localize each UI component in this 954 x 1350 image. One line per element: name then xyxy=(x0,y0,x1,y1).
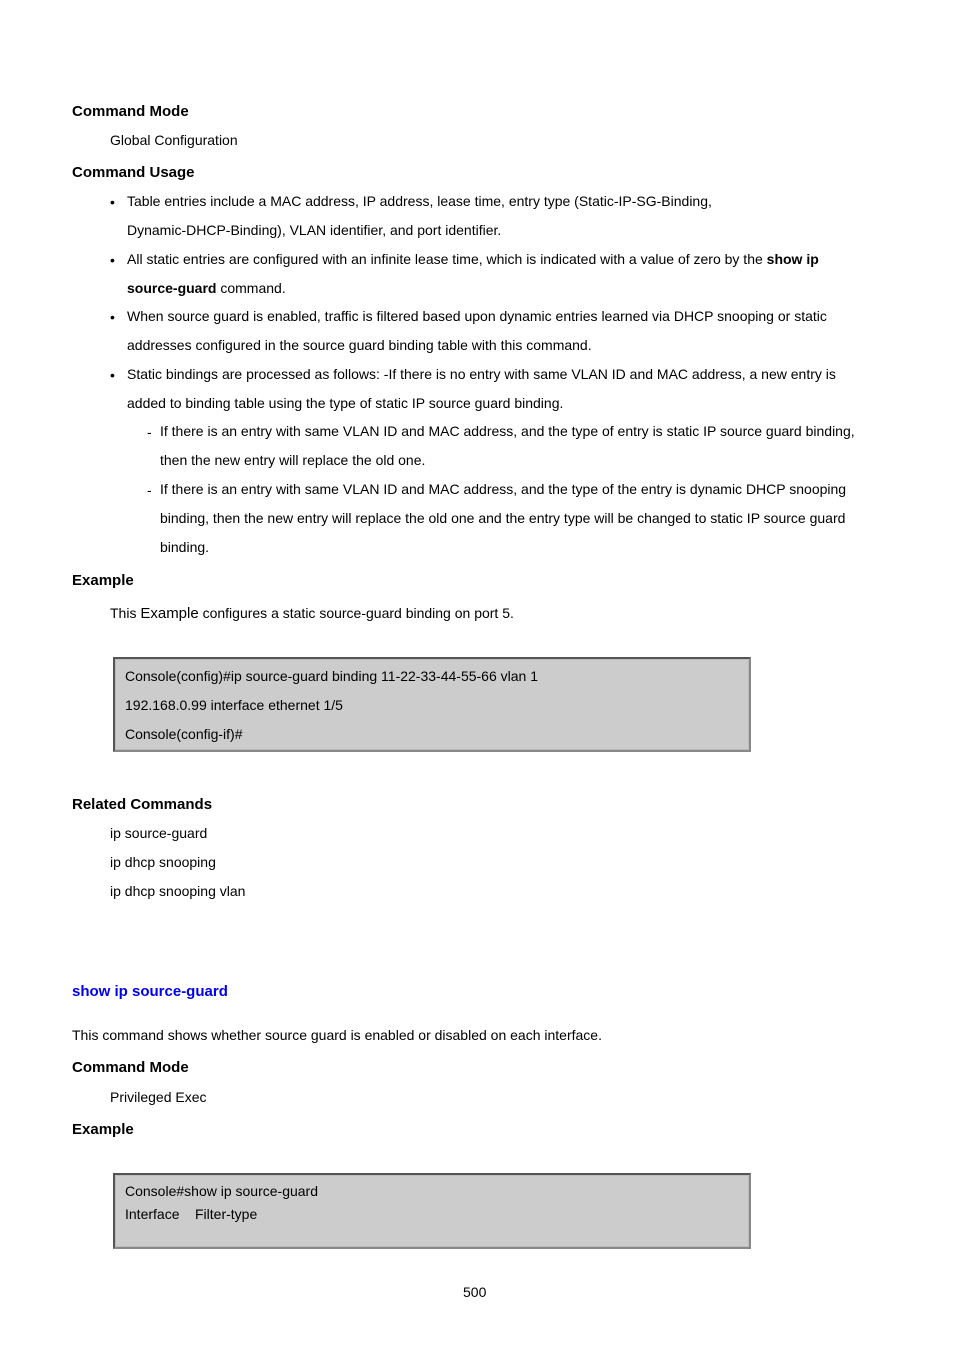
sub-item-1: If there is an entry with same VLAN ID and MAC address, and the type of entry is static IP source guard binding, then the new entry will replace the old one. xyxy=(160,423,855,468)
bullet-icon: • xyxy=(110,194,115,210)
related-command-link[interactable]: ip dhcp snooping xyxy=(110,854,216,870)
code-line: Console#show ip source-guard xyxy=(125,1183,318,1199)
bullet-icon: • xyxy=(110,309,115,325)
code-line: Console(config)#ip source-guard binding 11-22-33-44-55-66 vlan 1 xyxy=(125,668,538,684)
usage-item-1: Table entries include a MAC address, IP address, lease time, entry type (Static-IP-SG-Binding, Dynamic-DHCP-Binding), VLAN identifier, and port identifier. xyxy=(127,193,712,238)
dash-marker: - xyxy=(147,482,152,498)
section-title-link[interactable]: show ip source-guard xyxy=(72,983,228,1000)
dash-marker: - xyxy=(147,424,152,440)
code-header-interface: Interface xyxy=(125,1206,180,1222)
related-command-link[interactable]: ip source-guard xyxy=(110,825,208,841)
example-heading: Example xyxy=(72,572,134,589)
usage-item-2: All static entries are configured with an infinite lease time, which is indicated with a value of zero by the show ip source-guard command. xyxy=(127,251,819,296)
example-description: This Example configures a static source-guard binding on port 5. xyxy=(110,605,514,622)
command-usage-heading: Command Usage xyxy=(72,164,195,181)
section-description: This command shows whether source guard is enabled or disabled on each interface. xyxy=(72,1027,602,1043)
bullet-icon: • xyxy=(110,252,115,268)
related-command-link[interactable]: ip dhcp snooping vlan xyxy=(110,883,246,899)
code-line: 192.168.0.99 interface ethernet 1/5 xyxy=(125,697,343,713)
example-heading: Example xyxy=(72,1121,134,1138)
command-mode-value: Global Configuration xyxy=(110,132,238,148)
usage-item-3: When source guard is enabled, traffic is filtered based upon dynamic entries learned via DHCP snooping or static addresses configured in the source guard binding table with this command. xyxy=(127,308,827,353)
command-mode-heading: Command Mode xyxy=(72,103,189,120)
related-commands-heading: Related Commands xyxy=(72,796,213,813)
code-block xyxy=(113,657,751,752)
usage-item-4: Static bindings are processed as follows: -If there is no entry with same VLAN ID and MAC address, a new entry is added to binding table using the type of static IP source guard binding. xyxy=(127,366,836,411)
page-number: 500 xyxy=(463,1284,487,1300)
command-mode-value: Privileged Exec xyxy=(110,1089,207,1105)
command-mode-heading: Command Mode xyxy=(72,1059,189,1076)
code-line: Console(config-if)# xyxy=(125,726,243,742)
code-header-filter-type: Filter-type xyxy=(195,1206,258,1222)
code-block xyxy=(113,1173,751,1249)
bullet-icon: • xyxy=(110,367,115,383)
sub-item-2: If there is an entry with same VLAN ID and MAC address, and the type of the entry is dynamic DHCP snooping binding, then the new entry will replace the old one and the entry type will be changed to static IP source guard binding. xyxy=(160,481,847,555)
